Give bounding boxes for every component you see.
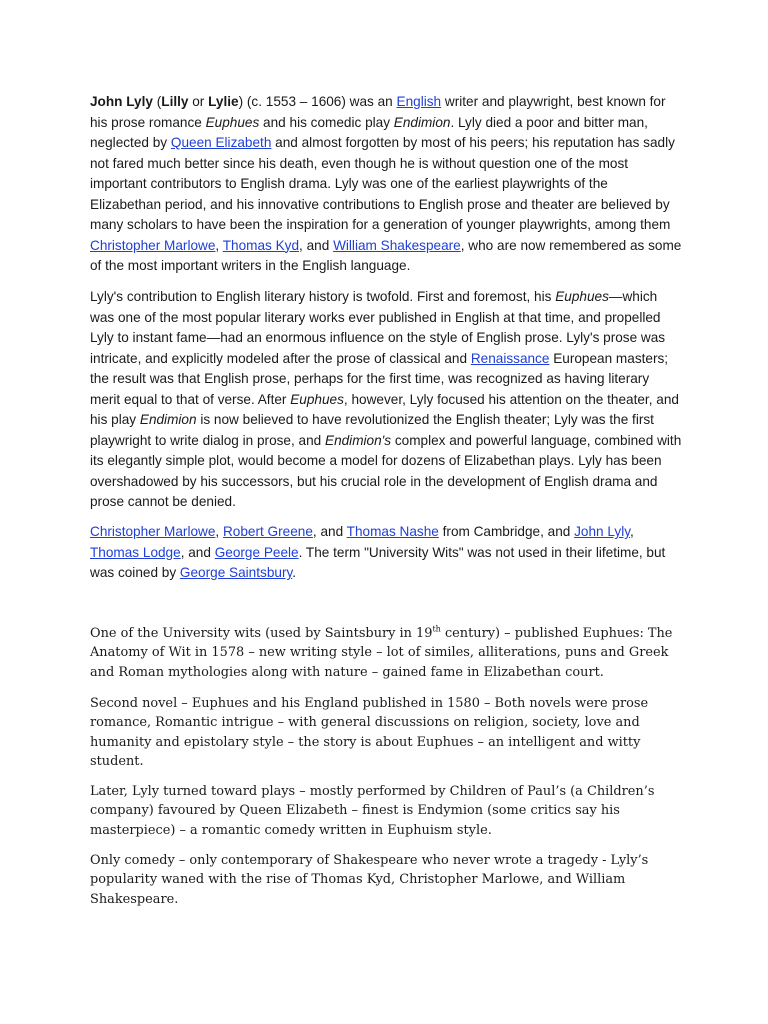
link-thomas-nashe[interactable]: Thomas Nashe	[346, 524, 439, 539]
note-paragraph-1	[90, 624, 682, 682]
note-paragraph-3: Later, Lyly turned toward plays – mostly performed by Children of Paul’s (a Children’s company) favoured by Queen Elizabeth – finest is Endymion (some critics say his masterpiece) – a romantic comedy written in Euphuism style.	[90, 784, 655, 838]
text-run: European masters; the result was that English prose, perhaps for the first time, was recognized as having literary merit equal to that of verse. After	[90, 350, 669, 407]
link-christopher-marlowe[interactable]: Christopher Marlowe	[90, 524, 216, 539]
text-run: , and	[299, 237, 334, 253]
link-queen-elizabeth[interactable]: Queen Elizabeth	[170, 135, 272, 150]
link-william-shakespeare[interactable]: William Shakespeare	[333, 237, 461, 253]
intro-paragraph	[90, 92, 682, 277]
text-run: writer and playwright, best known for his prose romance	[90, 94, 666, 130]
text-run: is now believed to have revolutionized the English theater; Lyly was the first playwright to write dialog in prose, and	[90, 412, 654, 448]
text-run: , who are now remembered as some of the most important writers in the English language.	[90, 237, 682, 273]
link-thomas-lodge[interactable]: Thomas Lodge	[90, 544, 181, 560]
link-john-lyly[interactable]: John Lyly	[574, 524, 631, 539]
italic-title: Euphues	[555, 289, 609, 304]
text-run: ,	[630, 524, 634, 539]
text-run: and his comedic play	[259, 114, 394, 130]
bold-name: John Lyly	[90, 94, 153, 109]
italic-title: Euphues	[290, 391, 344, 407]
text-run: . Lyly died a poor and bitter man, neglected by	[90, 114, 648, 150]
text-run: or	[188, 94, 209, 109]
italic-title: Euphues	[205, 114, 260, 130]
text-run: , and	[180, 544, 215, 560]
link-thomas-kyd[interactable]: Thomas Kyd	[222, 237, 300, 253]
italic-title: Endimion's	[325, 432, 392, 448]
text-run: century) – published Euphues: The Anatomy of Wit in 1578 – new writing style – lot of similes, alliterations, puns and Greek and Roman mythologies along with nature – gained fame in Elizabethan court.	[90, 626, 673, 680]
text-run: . The term "University Wits" was not used in their lifetime, but was coined by	[90, 544, 666, 580]
superscript: th	[432, 624, 441, 634]
bold-name: Lylie	[208, 94, 239, 109]
text-run: ) (c. 1553 – 1606) was an	[238, 94, 397, 109]
text-run: complex and powerful language, combined with its elegantly simple plot, would become a model for dozens of Elizabethan plays. Lyly has been overshadowed by his successors, but his crucial role in the development of English drama and prose cannot be denied.	[90, 432, 682, 509]
italic-title: Endimion	[393, 114, 451, 130]
text-run: , however, Lyly focused his attention on the theater, and his play	[90, 391, 679, 427]
text-run: ,	[215, 237, 223, 253]
contribution-paragraph	[90, 287, 682, 513]
link-george-saintsbury[interactable]: George Saintsbury	[179, 565, 293, 580]
link-english[interactable]: English	[396, 94, 442, 109]
text-run: One of the University wits (used by Saintsbury in 19	[90, 626, 433, 641]
text-run: and almost forgotten by most of his peers; his reputation has sadly not fared much better since his death, even though he is without question one of the most important contributors to English drama. Lyly was one of the earliest playwrights of the Elizabethan period, and his innovative contributions to English prose and theater are believed by many scholars to have been the inspiration for a generation of younger playwrights, among them	[90, 135, 675, 232]
link-robert-greene[interactable]: Robert Greene	[222, 524, 313, 539]
text-run: , and	[312, 524, 347, 539]
link-christopher-marlowe[interactable]: Christopher Marlowe	[90, 237, 216, 253]
note-paragraph-2: Second novel – Euphues and his England published in 1580 – Both novels were prose romance, Romantic intrigue – with general discussions on religion, society, love and humanity and epistolary style – the story is about Euphues – an intelligent and witty student.	[90, 696, 649, 770]
italic-title: Endimion	[139, 412, 197, 427]
bold-name: Lilly	[161, 94, 189, 109]
note-paragraph-4: Only comedy – only contemporary of Shakespeare who never wrote a tragedy - Lyly’s popularity waned with the rise of Thomas Kyd, Christopher Marlowe, and William Shakespeare.	[90, 853, 649, 907]
text-run: (	[152, 94, 162, 109]
link-george-peele[interactable]: George Peele	[214, 544, 299, 560]
university-wits-paragraph	[90, 522, 682, 584]
text-run: ,	[215, 524, 223, 539]
text-run: .	[292, 565, 297, 580]
text-run: —which was one of the most popular literary works ever published in English at that time, and propelled Lyly to instant fame—had an enormous influence on the style of English prose. Lyly's prose was intricate, and explicitly modeled after the prose of classical and	[90, 289, 666, 366]
text-run: Lyly's contribution to English literary history is twofold. First and foremost, his	[90, 289, 556, 304]
link-renaissance[interactable]: Renaissance	[470, 350, 550, 366]
text-run: from Cambridge, and	[438, 524, 575, 539]
